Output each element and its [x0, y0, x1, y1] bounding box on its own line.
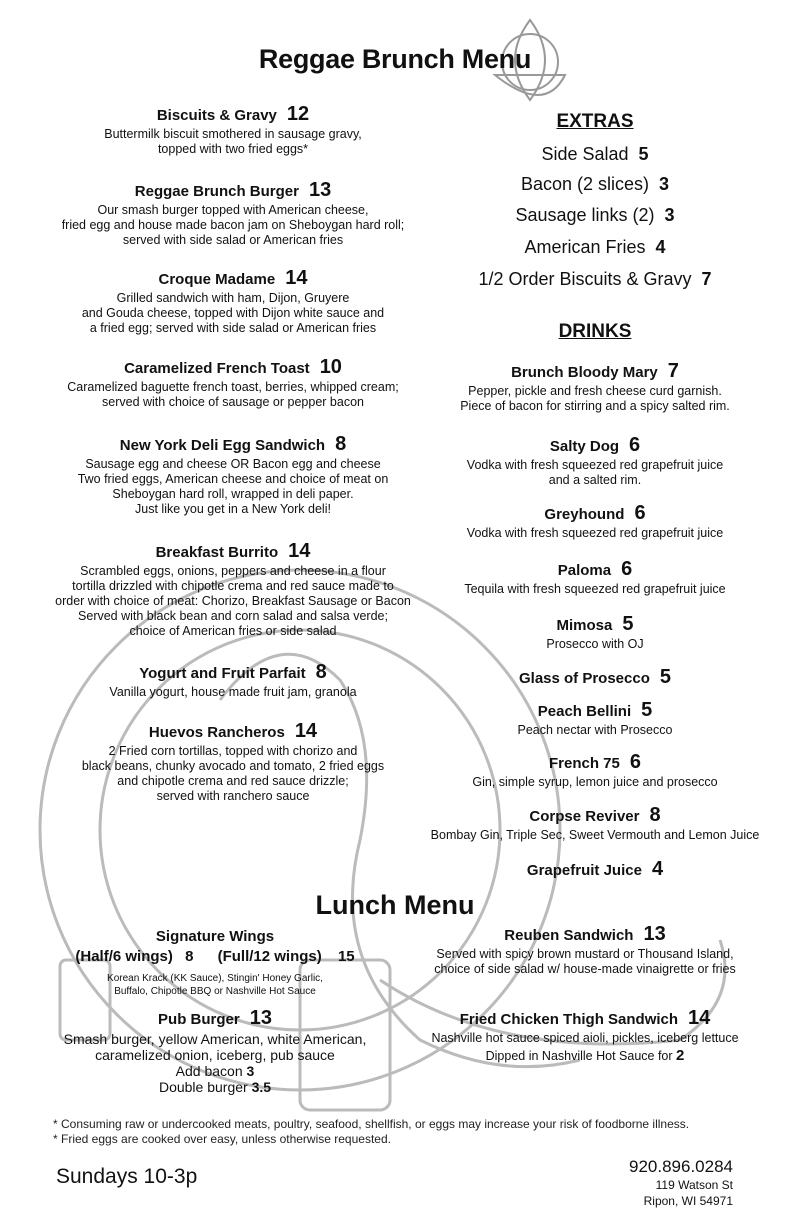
extra-bacon-2-slices: [400, 174, 790, 195]
city-address: Ripon, WI 54971: [643, 1194, 733, 1208]
item-desc-line: Vanilla yogurt, house made fruit jam, granola: [109, 685, 357, 699]
item-desc-line: and Gouda cheese, topped with Dijon white sauce and: [81, 306, 385, 320]
lunch-heading: Lunch Menu: [315, 890, 475, 920]
extra-price: 3: [664, 205, 675, 225]
item-desc-line: Grilled sandwich with ham, Dijon, Gruyere: [116, 291, 350, 305]
menu-item-signature-wings: [20, 926, 410, 998]
menu-item-caramelized-french-toast: [23, 356, 443, 410]
drink-grapefruit-juice: [400, 858, 790, 882]
item-name: Huevos Rancheros: [148, 724, 285, 741]
page-title: Reggae Brunch Menu: [258, 44, 532, 74]
item-price: 12: [286, 103, 310, 125]
extra-name: American Fries: [524, 237, 646, 257]
item-desc-line: Nashville hot sauce spiced aioli, pickles, iceberg lettuce: [431, 1031, 739, 1045]
item-name: Brunch Bloody Mary: [511, 364, 658, 381]
extra-sausage-links-2: [400, 205, 790, 226]
item-desc-line: Korean Krack (KK Sauce), Stingin' Honey Garlic,: [107, 973, 323, 984]
item-desc-line: Peach nectar with Prosecco: [517, 723, 673, 737]
item-name: Corpse Reviver: [529, 808, 640, 825]
item-price: 14: [294, 720, 318, 742]
item-desc-line: tortilla drizzled with chipotle crema and red sauce made to: [72, 579, 394, 593]
item-name: Reggae Brunch Burger: [134, 183, 299, 200]
extra-price: 5: [638, 144, 649, 164]
item-desc-line: a fried egg; served with side salad or American fries: [89, 321, 377, 335]
drink-paloma: [400, 558, 790, 597]
menu-item-reggae-brunch-burger: [23, 179, 443, 248]
item-name: Signature Wings: [155, 928, 275, 945]
menu-item-croque-madame: [23, 267, 443, 336]
item-desc-line: served with ranchero sauce: [156, 789, 310, 803]
dip-price: 2: [676, 1047, 685, 1064]
drink-salty-dog: [400, 434, 790, 488]
addon-label: Double burger: [158, 1079, 248, 1095]
item-name: Croque Madame: [158, 271, 276, 288]
item-name: Salty Dog: [549, 438, 620, 455]
item-desc-line: black beans, chunky avocado and tomato, 2 fried eggs: [81, 759, 385, 773]
item-desc-line: fried egg and house made bacon jam on Sheboygan hard roll;: [61, 218, 405, 232]
item-price: 10: [319, 356, 342, 378]
menu-item-pub-burger: [20, 1007, 410, 1095]
item-desc-line: Gin, simple syrup, lemon juice and prosecco: [472, 775, 718, 789]
item-price: 13: [249, 1007, 272, 1029]
item-name: Paloma: [557, 562, 612, 579]
item-desc-line: Buttermilk biscuit smothered in sausage gravy,: [104, 127, 362, 141]
extras-heading: EXTRAS: [556, 111, 634, 132]
hours: Sundays 10-3p: [56, 1165, 198, 1188]
item-price: 13: [643, 923, 666, 945]
half-label: (Half/6 wings): [75, 948, 173, 965]
item-desc-line: Served with spicy brown mustard or Thousand Island,: [436, 947, 734, 961]
full-label: (Full/12 wings): [217, 948, 322, 965]
item-price: 5: [641, 699, 653, 721]
drink-corpse-reviver: [400, 804, 790, 843]
item-desc-line: Our smash burger topped with American cheese,: [97, 203, 369, 217]
extra-price: 7: [701, 269, 712, 289]
item-name: French 75: [549, 755, 620, 772]
extra-name: Sausage links (2): [515, 205, 655, 225]
item-desc-line: choice of American fries or side salad: [129, 624, 337, 638]
item-price: 6: [621, 558, 633, 580]
item-price: 8: [315, 661, 327, 683]
addon-label: Add bacon: [175, 1063, 243, 1079]
addon-price: 3.5: [251, 1079, 272, 1095]
item-desc-line: Two fried eggs, American cheese and choice of meat on: [77, 472, 389, 486]
menu-item-biscuits-gravy: [23, 103, 443, 157]
item-price: 8: [649, 804, 661, 826]
extra-price: 3: [659, 174, 670, 194]
footnote-fried-eggs: * Fried eggs are cooked over easy, unless otherwise requested.: [53, 1132, 391, 1146]
item-desc-line: Piece of bacon for stirring and a spicy salted rim.: [460, 399, 730, 413]
item-price: 6: [634, 502, 646, 524]
item-desc-line: Sheboygan hard roll, wrapped in deli paper.: [112, 487, 354, 501]
item-desc-line: Sausage egg and cheese OR Bacon egg and cheese: [85, 457, 381, 471]
menu-item-breakfast-burrito: [23, 540, 443, 639]
item-name: Yogurt and Fruit Parfait: [139, 665, 306, 682]
item-desc-line: and chipotle crema and red sauce drizzle;: [117, 774, 349, 788]
item-desc-line: served with choice of sausage or pepper bacon: [102, 395, 364, 409]
item-price: 6: [629, 751, 641, 773]
item-price: 5: [622, 613, 634, 635]
item-name: Greyhound: [544, 506, 625, 523]
menu-item-reuben: [390, 923, 780, 977]
wings-prices: [20, 948, 410, 966]
item-price: 7: [667, 360, 679, 382]
drink-mimosa: [400, 613, 790, 652]
street-address: 119 Watson St: [655, 1178, 733, 1192]
item-desc-line: Tequila with fresh squeezed red grapefruit juice: [464, 582, 726, 596]
drink-brunch-bloody-mary: [400, 360, 790, 414]
contact-info: [629, 1157, 733, 1209]
item-price: 14: [285, 267, 308, 289]
item-desc-line: caramelized onion, iceberg, pub sauce: [95, 1047, 335, 1063]
item-name: Fried Chicken Thigh Sandwich: [459, 1011, 679, 1028]
item-desc-line: choice of side salad w/ house-made vinaigrette or fries: [434, 962, 736, 976]
item-name: Breakfast Burrito: [155, 544, 279, 561]
menu-item-huevos-rancheros: [23, 720, 443, 804]
full-price: 15: [337, 948, 355, 965]
item-price: 8: [335, 433, 347, 455]
extra-1-2-order-biscuits-gravy: [400, 269, 790, 290]
item-name: Grapefruit Juice: [526, 862, 642, 879]
item-desc-line: Just like you get in a New York deli!: [135, 502, 331, 516]
item-desc-line: Vodka with fresh squeezed red grapefruit juice: [466, 526, 724, 540]
footnote-raw-food: * Consuming raw or undercooked meats, poultry, seafood, shellfish, or eggs may increase your risk of foodborne illness.: [53, 1117, 690, 1131]
menu-item-yogurt-and-fruit-parfait: [23, 661, 443, 700]
item-name: Mimosa: [556, 617, 613, 634]
drink-glass-of-prosecco: [400, 666, 790, 690]
item-price: 14: [288, 540, 311, 562]
drink-french-75: [400, 751, 790, 790]
item-name: Reuben Sandwich: [504, 927, 634, 944]
item-desc-line: Buffalo, Chipotle BBQ or Nashville Hot Sauce: [114, 986, 316, 997]
item-desc-line: Served with black bean and corn salad and salsa verde;: [78, 609, 388, 623]
item-desc-line: and a salted rim.: [548, 473, 642, 487]
item-desc-line: Prosecco with OJ: [546, 637, 644, 651]
item-name: Biscuits & Gravy: [156, 107, 277, 124]
item-price: 6: [629, 434, 641, 456]
extra-name: Bacon (2 slices): [520, 174, 650, 194]
item-desc-line: topped with two fried eggs*: [157, 142, 309, 156]
item-price: 5: [659, 666, 672, 688]
item-desc-line: served with side salad or American fries: [122, 233, 344, 247]
drink-peach-bellini: [400, 699, 790, 738]
item-desc-line: Pepper, pickle and fresh cheese curd garnish.: [468, 384, 722, 398]
item-desc-line: 2 Fried corn tortillas, topped with chorizo and: [108, 744, 358, 758]
drink-greyhound: [400, 502, 790, 541]
extra-name: Side Salad: [541, 144, 629, 164]
extra-price: 4: [655, 237, 666, 257]
item-price: 4: [651, 858, 664, 880]
item-desc-line: Smash burger, yellow American, white American,: [63, 1031, 367, 1047]
item-price: 14: [688, 1007, 711, 1029]
addon-price: 3: [246, 1063, 255, 1079]
item-desc-line: Scrambled eggs, onions, peppers and cheese in a flour: [80, 564, 386, 578]
extra-side-salad: [400, 144, 790, 165]
item-name: Pub Burger: [158, 1011, 240, 1028]
item-name: Peach Bellini: [537, 703, 632, 720]
extra-name: 1/2 Order Biscuits & Gravy: [478, 269, 692, 289]
half-price: 8: [185, 948, 194, 965]
item-desc-line: Caramelized baguette french toast, berries, whipped cream;: [67, 380, 399, 394]
menu-item-new-york-deli-egg-sandwich: [23, 433, 443, 517]
item-name: Caramelized French Toast: [124, 360, 310, 377]
item-desc-line: Bombay Gin, Triple Sec, Sweet Vermouth and Lemon Juice: [430, 828, 760, 842]
item-desc-line: Vodka with fresh squeezed red grapefruit juice: [466, 458, 724, 472]
item-price: 13: [308, 179, 332, 201]
menu-item-fried-chicken: [390, 1007, 780, 1064]
phone-number: 920.896.0284: [629, 1157, 733, 1176]
item-desc-line: order with choice of meat: Chorizo, Breakfast Sausage or Bacon: [55, 594, 411, 608]
dip-label: Dipped in Nashville Hot Sauce for: [485, 1049, 673, 1063]
item-name: New York Deli Egg Sandwich: [119, 437, 326, 454]
item-name: Glass of Prosecco: [518, 670, 650, 687]
extra-american-fries: [400, 237, 790, 258]
drinks-heading: DRINKS: [558, 321, 632, 342]
